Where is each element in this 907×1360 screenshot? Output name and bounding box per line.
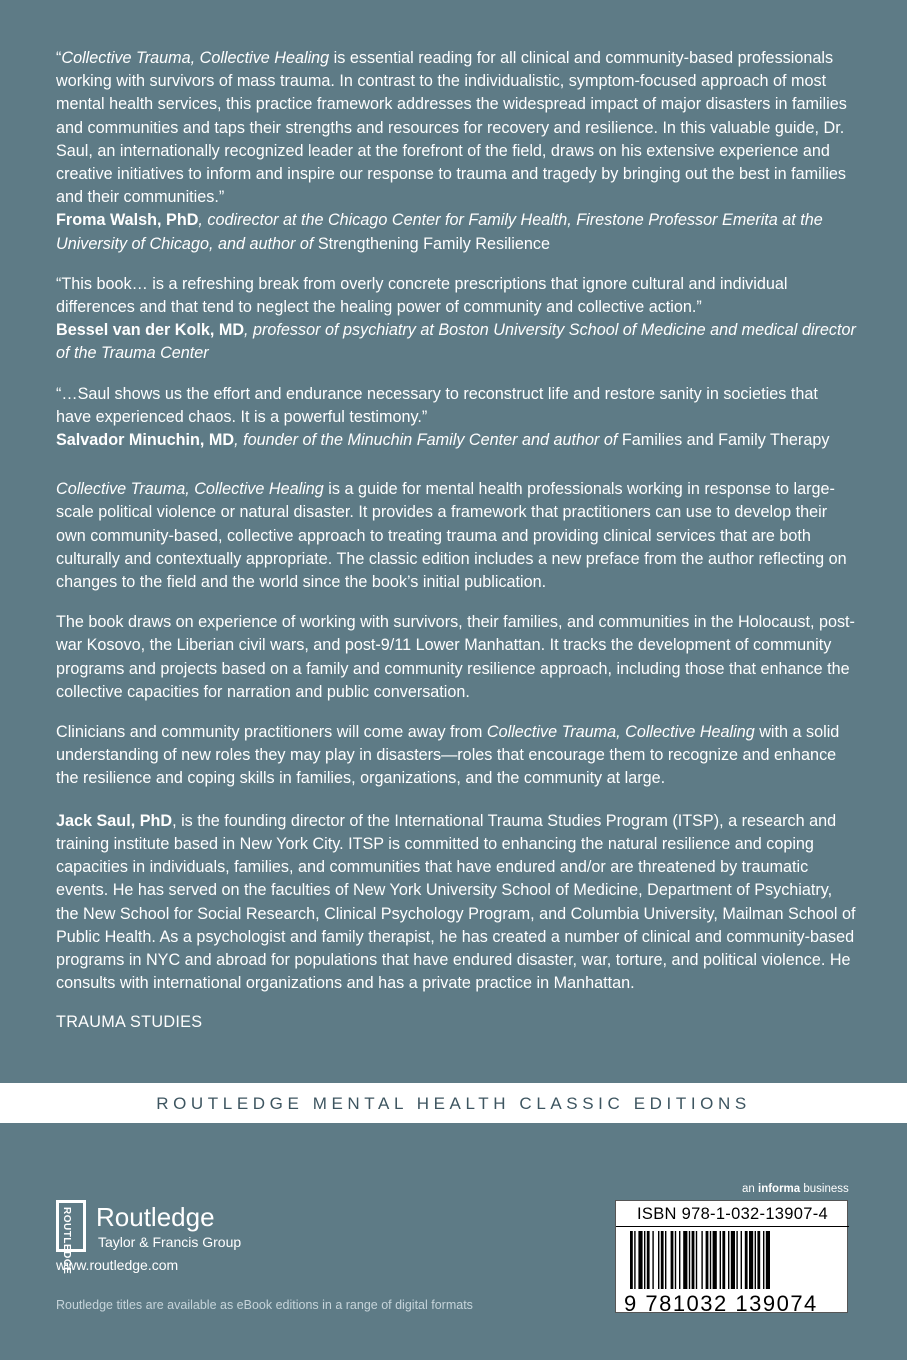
endorser-name: Froma Walsh, PhD xyxy=(56,211,199,230)
barcode-bar xyxy=(689,1231,690,1289)
barcode-bar xyxy=(741,1231,742,1289)
book-title: Collective Trauma, Collective Healing xyxy=(56,480,324,499)
subject-category: TRAUMA STUDIES xyxy=(56,1013,203,1032)
barcode-bar xyxy=(736,1231,737,1289)
barcode-bar xyxy=(701,1231,702,1289)
book-title: Collective Trauma, Collective Healing xyxy=(61,49,330,67)
barcode-bar xyxy=(710,1231,711,1289)
publisher-url[interactable]: www.routledge.com xyxy=(56,1257,179,1273)
informa-tagline: an informa business xyxy=(742,1183,849,1195)
barcode-bar xyxy=(647,1231,650,1289)
barcode-bar xyxy=(731,1231,735,1289)
endorser-role: , codirector at the Chicago Center for Family Health, Firestone Professor Emerita at the University of Chicago, and author of xyxy=(56,211,823,253)
barcode-bar xyxy=(722,1231,725,1289)
publisher-group: Taylor & Francis Group xyxy=(98,1234,242,1250)
author-bio xyxy=(56,810,856,996)
barcode-bar xyxy=(679,1231,680,1289)
isbn-label: ISBN 978-1-032-13907-4 xyxy=(616,1201,849,1227)
barcode-bar xyxy=(630,1231,633,1289)
description-paragraph-1 xyxy=(56,478,856,594)
barcode-bar xyxy=(644,1231,645,1289)
barcode-icon xyxy=(626,1231,839,1293)
endorsement-minuchin xyxy=(56,383,856,453)
description-paragraph-2: The book draws on experience of working with survivors, their families, and communities in the Holocaust, post-war Kosovo, the Liberian civil wars, and post-9/11 Lower Manhattan. It tracks the development of community programs and projects based on a family and community resilience approach, including those that enhance the collective capacities for narration and public conversation. xyxy=(56,613,855,701)
paragraph-text: Clinicians and community practitioners will come away from xyxy=(56,723,487,742)
endorser-name: Bessel van der Kolk, MD xyxy=(56,321,245,340)
barcode-bar xyxy=(665,1231,666,1289)
endorsement-quote: is essential reading for all clinical and community-based professionals working with survivors of mass trauma. In contrast to the individualistic, symptom-focused approach of most mental health services, this practice framework addresses the widespread impact of major disasters in families and communities and taps their strengths and resources for recovery and resilience. In this valuable guide, Dr. Saul, an internationally recognized leader at the forefront of the field, draws on his extensive experience and creative initiatives to inform and inspire our response to trauma and tragedy by bringing out the best in families and their communities.” xyxy=(56,49,847,207)
endorser-role: , founder of the Minuchin Family Center and author of xyxy=(234,431,622,450)
endorsement-van-der-kolk xyxy=(56,273,856,366)
barcode-bar xyxy=(696,1231,697,1289)
paragraph-text: with a solid understanding of new roles they may play in disasters—roles that encourage them to recognize and enhance the resilience and coping skills in families, organizations, and the community at large. xyxy=(56,723,840,788)
barcode-bar xyxy=(692,1231,695,1289)
series-banner: ROUTLEDGE MENTAL HEALTH CLASSIC EDITIONS xyxy=(0,1083,907,1123)
barcode-bar xyxy=(757,1231,760,1289)
barcode-bar xyxy=(661,1231,664,1289)
barcode-bar xyxy=(763,1231,764,1289)
barcode-bar xyxy=(728,1231,729,1289)
bio-text: , is the founding director of the International Trauma Studies Program (ITSP), a research and training institute based in New York City. ITSP is committed to enhancing the natural resilience and coping capacities in individuals, families, and communities that have endured and/or are threatened by traumatic events. He has served on the faculties of New York University School of Medicine, Department of Psychiatry, the New School for Social Research, Clinical Psychology Program, and Columbia University, Mailman School of Public Health. As a psychologist and family therapist, he has created a number of clinical and community-based programs in NYC and abroad for populations that have endured disaster, war, torture, and political violence. He consults with international organizations and has a private practice in Manhattan. xyxy=(56,811,856,993)
author-name: Jack Saul, PhD xyxy=(56,811,173,830)
barcode-bar xyxy=(683,1231,687,1289)
barcode-bar xyxy=(652,1231,653,1289)
endorser-book: Strengthening Family Resilience xyxy=(317,234,550,253)
endorser-name: Salvador Minuchin, MD xyxy=(56,431,235,450)
back-cover-text xyxy=(56,47,856,1035)
barcode-bar xyxy=(638,1231,642,1289)
barcode-bar xyxy=(713,1231,717,1289)
barcode-bar xyxy=(749,1231,753,1289)
barcode-bar xyxy=(634,1231,635,1289)
barcode-bar xyxy=(671,1231,674,1289)
barcode-bar xyxy=(706,1231,709,1289)
endorsement-walsh xyxy=(56,47,856,256)
barcode-bar xyxy=(755,1231,756,1289)
barcode-bar xyxy=(745,1231,748,1289)
barcode-bar xyxy=(720,1231,721,1289)
barcode-digits: 9 781032 139074 xyxy=(624,1291,818,1316)
barcode-bar xyxy=(675,1231,676,1289)
ebook-note: Routledge titles are available as eBook editions in a range of digital formats xyxy=(56,1298,473,1312)
isbn-barcode-box xyxy=(615,1200,848,1316)
routledge-logo-icon: ROUTLEDGE xyxy=(56,1200,86,1252)
endorser-book: Families and Family Therapy xyxy=(621,431,830,450)
endorsement-quote: “This book… is a refreshing break from overly concrete prescriptions that ignore cultural and individual differences and that tend to neglect the healing power of community and collective action.” xyxy=(56,274,788,317)
quote-mark: “ xyxy=(56,49,62,67)
description-paragraph-3 xyxy=(56,721,856,791)
book-title: Collective Trauma, Collective Healing xyxy=(486,723,755,742)
paragraph-text: is a guide for mental health professionals working in response to large-scale political violence or natural disaster. It provides a framework that practitioners can use to develop their own community-based, collective approach to treating trauma and providing clinical services that are both culturally and contextually appropriate. The classic edition includes a new preface from the author reflecting on changes to the field and the world since the book’s initial publication. xyxy=(56,480,847,592)
barcode-bar xyxy=(658,1231,659,1289)
publisher-name: Routledge xyxy=(96,1202,215,1232)
endorsement-quote: “…Saul shows us the effort and endurance necessary to reconstruct life and restore sanity in societies that have experienced chaos. It is a powerful testimony.” xyxy=(56,384,818,426)
endorser-role: , professor of psychiatry at Boston University School of Medicine and medical director of the Trauma Center xyxy=(56,321,856,363)
barcode-bar xyxy=(766,1231,770,1289)
